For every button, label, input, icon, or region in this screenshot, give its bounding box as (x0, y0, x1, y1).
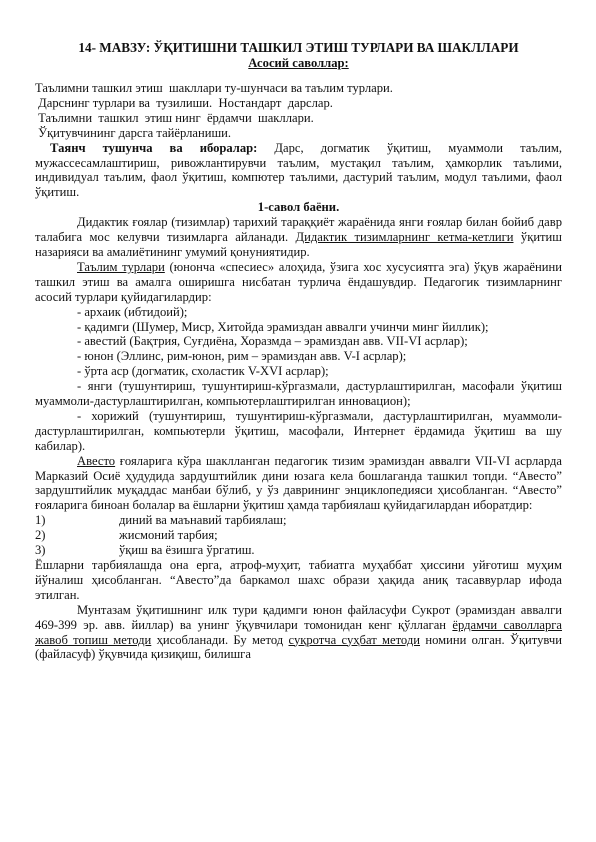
underlined-term: суқротча суҳбат методи (288, 632, 421, 647)
paragraph-avesto (35, 454, 562, 514)
numbered-item (35, 513, 562, 528)
key-concepts-text: Дарс, догматик ўқитиш, муаммоли таълим, мужассесамлаштириш, ривожлантирувчи таълим, мустақил таълим, ҳамкорлик таълими, индивидуал таълим, фаол ўқитиш, компютер таълими, дастурий таълим, модул таълими, фаол ўқитиш. (35, 140, 562, 200)
question-item: Дарснинг турлари ва тузилиши. Ностандарт дарслар. (35, 95, 333, 110)
questions-heading: Асосий саволлар: (248, 56, 349, 70)
item-number: 1) (35, 513, 46, 528)
numbered-item (35, 543, 562, 558)
list-item: - юнон (Эллинс, рим-юнон, рим – эрамиздан авв. V-I асрлар); (77, 349, 407, 364)
list-item: - авестий (Бақтрия, Суғдиёна, Хоразмда – эрамиздан авв. VII-VI асрлар); (77, 334, 468, 349)
paragraph-text: Дидактик ғоялар (тизимлар) тарихий тараққиёт жараёнида янги ғоялар билан бойиб давр талабига мос келувчи тизимларга айланади. (35, 215, 562, 245)
list-item: - хорижий (тушунтириш, тушунтириш-кўргазмали, дастурлаштирилган, муаммоли-дастурлаштирилган, компьютерли ўқитиш, масофали, Интернет ёрдамида ўқитиш ва шу кабилар). (35, 408, 562, 453)
paragraph-text: ҳисобланади. Бу метод (151, 632, 289, 647)
paragraph-text: Мунтазам ўқитишнинг илк тури қадимги юнон файласуфи Сукрот (эрамиздан аввалги 469-399 эр. авв. йиллар) ва унинг ўқувчилари томонидан кенг қўллаган (35, 602, 562, 632)
list-item: - қадимги (Шумер, Миср, Хитойда эрамиздан аввалги учинчи минг йиллик); (77, 319, 489, 334)
list-item: - янги (тушунтириш, тушунтириш-кўргазмали, дастурлаштирилган, масофали ўқитиш муаммоли-дастурлаштирилган, компьютерлаштирилган инновацион); (35, 379, 562, 409)
page-title: 14- МАВЗУ: ЎҚИТИШНИ ТАШКИЛ ЭТИШ ТУРЛАРИ ВА ШАКЛЛАРИ (78, 40, 519, 55)
key-concepts (35, 141, 562, 201)
paragraph-text: (юнонча «спесиес» алоҳида, ўзига хос хусусиятга эга) ўқув жараёнини ташкил этиш ва амалга оширишга нисбатан турлича ёндашувдир. Педагогик тизимларнинг асосий турлари қуйидагилардир: (35, 259, 562, 304)
paragraph-text: номини олган. Ўқитувчи (файласуф) ўқувчида қизиқиш, билишга (35, 632, 562, 662)
item-text: диний ва маънавий тарбиялаш; (119, 513, 287, 528)
item-text: жисмоний тарбия; (119, 528, 218, 543)
underlined-term: Дидактик тизимларнинг кетма-кетлиги (295, 230, 514, 245)
question-item: Таълимни ташкил этиш шакллари ту-шунчаси ва таълим турлари. (35, 81, 393, 95)
paragraph-types (35, 260, 562, 305)
item-number: 3) (35, 543, 46, 558)
section-title: 1-савол баёни. (257, 200, 340, 215)
question-item: Таълимни ташкил этиш нинг ёрдамчи шакллари. (35, 110, 314, 125)
paragraph-text: ғояларига кўра шаклланган педагогик тизим эрамиздан аввалги VII-VI асрларда Марказий Осиё ҳудудида зардуштийлик дини юзага кела бошлаганда ташкил топди. “Авесто” зардуштийлик муқаддас манбаи бўлиб, у ўз даврининг энциклопедияси ҳисобланган. “Авесто” ғояларига биноан болалар ва ёшларни ўқитиш ҳамда тарбиялаш қуйидагилардан иборатдир: (35, 453, 562, 513)
question-item: Ўқитувчининг дарсга тайёрланиши. (35, 125, 232, 140)
list-item: - архаик (ибтидоий); (77, 304, 188, 319)
item-text: ўқиш ва ёзишга ўргатиш. (119, 543, 255, 558)
underlined-term: ёрдамчи саволларга жавоб топиш методи (35, 617, 563, 647)
paragraph-text: ўқитиш назарияси ва амалиётининг умумий қонуниятидир. (35, 230, 562, 259)
paragraph-socrates (35, 603, 562, 663)
key-concepts-label: Таянч тушунча ва иборалар: (50, 140, 258, 155)
paragraph-youth: Ёшларни тарбиялашда она ерга, атроф-муҳит, табиатга муҳаббат ҳиссини уйғотиш муҳим йўналиш ҳисобланган. “Авесто”да баркамол шахс образи ҳақида аниқ тасаввурлар ифода этилган. (35, 558, 562, 602)
paragraph-didactic (35, 215, 562, 260)
item-number: 2) (35, 528, 46, 543)
list-item: - ўрта аср (догматик, схоластик V-XVI асрлар); (77, 364, 329, 379)
numbered-item (35, 528, 562, 543)
underlined-term: Авесто (77, 453, 116, 468)
underlined-term: Таълим турлари (77, 259, 165, 274)
